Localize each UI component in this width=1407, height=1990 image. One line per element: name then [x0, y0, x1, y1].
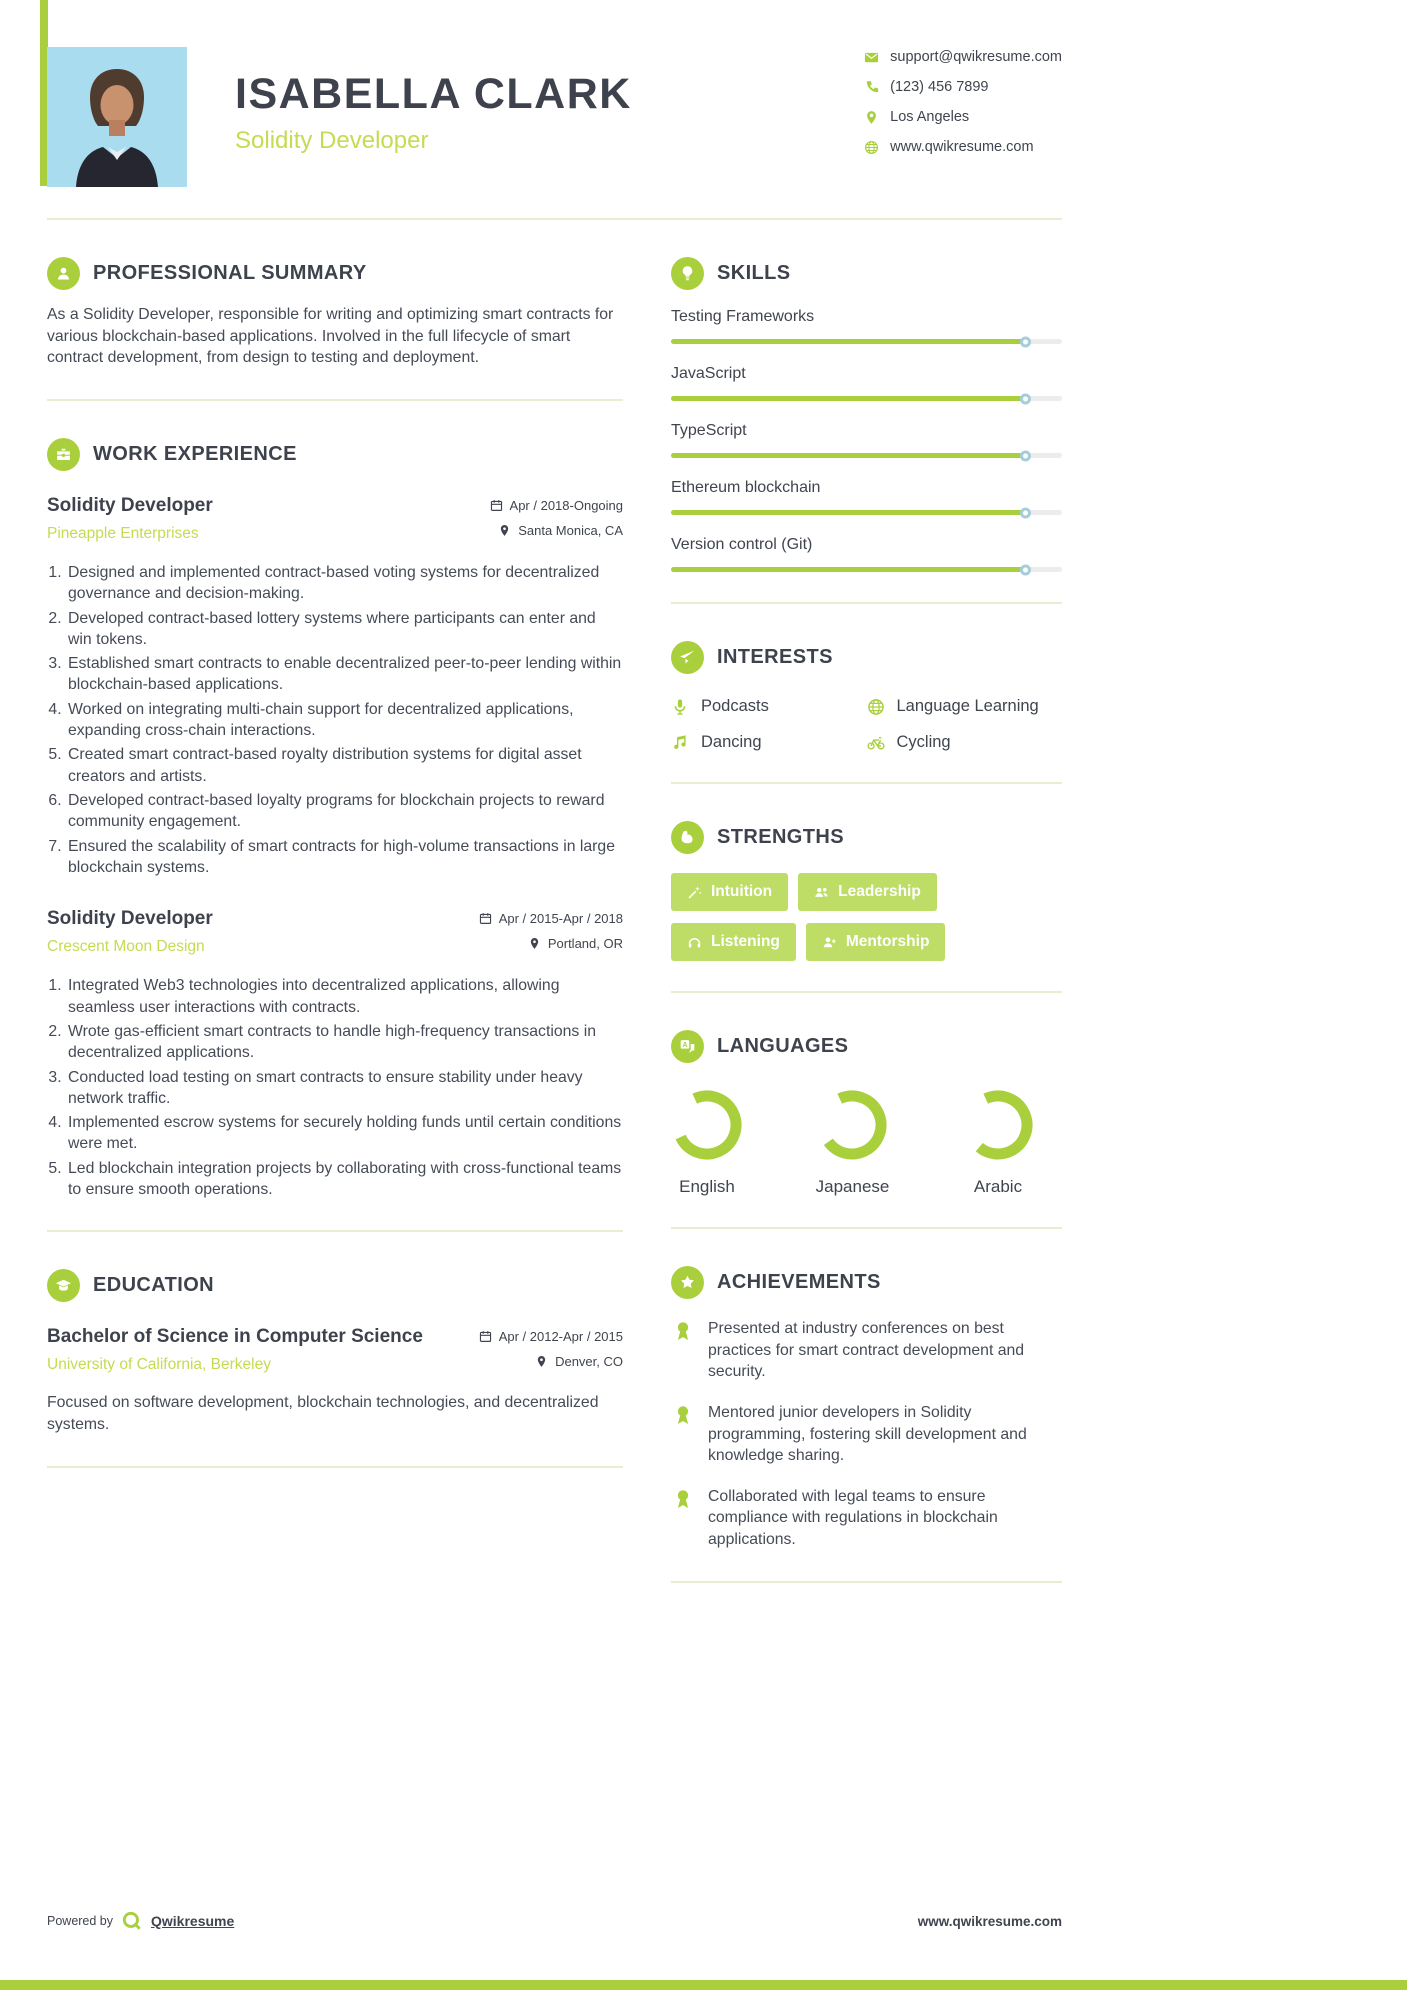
section-divider	[671, 602, 1062, 604]
skill-item	[671, 308, 1062, 344]
language-donut	[816, 1089, 888, 1161]
education-degree: Bachelor of Science in Computer Science	[47, 1326, 423, 1348]
contact-phone-text: (123) 456 7899	[890, 79, 989, 95]
skill-slider-knob[interactable]	[1020, 450, 1031, 461]
header	[47, 0, 1062, 187]
achievement-item: Presented at industry conferences on best practices for smart contract development and security.	[671, 1318, 1062, 1383]
section-divider	[671, 782, 1062, 784]
music-note-icon	[671, 734, 689, 752]
interest-item: Podcasts	[671, 697, 867, 716]
strength-tag: Listening	[671, 923, 796, 961]
section-title: ACHIEVEMENTS	[717, 1271, 881, 1293]
education-description: Focused on software development, blockchain technologies, and decentralized systems.	[47, 1394, 599, 1434]
section-skills	[671, 257, 1062, 604]
language-donut	[671, 1089, 743, 1161]
job-company: Crescent Moon Design	[47, 938, 205, 956]
language-donut	[962, 1089, 1034, 1161]
contact-website-text: www.qwikresume.com	[890, 139, 1034, 155]
job-location: Santa Monica, CA	[490, 523, 623, 538]
bullet-item: 5. Led blockchain integration projects by collaborating with cross-functional teams to ensure smooth operations.	[66, 1158, 623, 1201]
job-bullet-list	[47, 975, 623, 1200]
skill-slider-knob[interactable]	[1020, 393, 1031, 404]
skill-label: Ethereum blockchain	[671, 479, 821, 496]
education-dates: Apr / 2012-Apr / 2015	[479, 1329, 623, 1344]
achievement-badge-icon	[671, 1403, 695, 1427]
skill-item	[671, 536, 1062, 572]
calendar-icon	[479, 912, 492, 925]
bullet-item: 1. Designed and implemented contract-based voting systems for decentralized governance and decision-making.	[66, 562, 623, 605]
section-title: SKILLS	[717, 262, 791, 284]
section-languages	[671, 1030, 1062, 1229]
bullet-item: 7. Ensured the scalability of smart contracts for high-volume transactions in large blockchain systems.	[66, 836, 623, 879]
left-column	[47, 220, 623, 1583]
contact-website[interactable]	[864, 139, 1062, 155]
bullet-item: 3. Conducted load testing on smart contracts to ensure stability under heavy network traffic.	[66, 1067, 623, 1110]
job-entry	[47, 908, 623, 1200]
map-pin-icon	[498, 524, 511, 537]
bullet-item: 3. Established smart contracts to enable decentralized peer-to-peer lending within blockchain-based applications.	[66, 653, 623, 696]
job-dates: Apr / 2018-Ongoing	[490, 498, 623, 513]
bullet-item: 4. Implemented escrow systems for securely holding funds until certain conditions were met.	[66, 1112, 623, 1155]
section-title: INTERESTS	[717, 646, 833, 668]
microphone-icon	[671, 698, 689, 716]
contact-phone	[864, 79, 1062, 95]
language-item	[962, 1089, 1034, 1197]
section-divider	[47, 399, 623, 401]
skill-bar	[671, 339, 1062, 344]
footer-website[interactable]: www.qwikresume.com	[917, 1913, 1062, 1929]
person-job-title: Solidity Developer	[235, 127, 429, 154]
language-label: Arabic	[973, 1177, 1023, 1196]
right-column	[671, 220, 1062, 1583]
calendar-icon	[479, 1330, 492, 1343]
profile-photo-image	[47, 47, 187, 187]
language-label: English	[679, 1177, 735, 1196]
bullet-item: 2. Developed contract-based lottery systems where participants can enter and win tokens.	[66, 608, 623, 651]
phone-icon	[864, 80, 879, 95]
bullet-item: 5. Created smart contract-based royalty distribution systems for digital asset creators and artists.	[66, 744, 623, 787]
skill-bar	[671, 567, 1062, 572]
section-divider	[47, 1230, 623, 1232]
section-interests	[671, 641, 1062, 784]
education-school: University of California, Berkeley	[47, 1356, 271, 1374]
section-education	[47, 1269, 623, 1467]
achievement-item: Collaborated with legal teams to ensure compliance with regulations in blockchain applications.	[671, 1486, 1062, 1551]
achievement-badge-icon	[671, 1319, 695, 1343]
interest-item: Cycling	[867, 733, 1063, 752]
svg-text:A: A	[682, 1041, 688, 1049]
section-title: STRENGTHS	[717, 826, 844, 848]
paper-plane-icon	[671, 641, 704, 674]
bullet-item: 6. Developed contract-based loyalty programs for blockchain projects to reward community engagement.	[66, 790, 623, 833]
section-professional-summary	[47, 257, 623, 401]
skill-bar	[671, 510, 1062, 515]
skill-item	[671, 422, 1062, 458]
education-entry	[47, 1326, 623, 1435]
section-divider	[47, 1466, 623, 1468]
skill-label: TypeScript	[671, 422, 747, 439]
section-title: EDUCATION	[93, 1274, 215, 1297]
section-title: PROFESSIONAL SUMMARY	[93, 262, 367, 284]
contact-location	[864, 109, 1062, 125]
language-item	[671, 1089, 743, 1197]
section-strengths	[671, 821, 1062, 993]
skill-slider-knob[interactable]	[1020, 507, 1031, 518]
wand-icon	[687, 885, 702, 900]
person-name: ISABELLA CLARK	[235, 70, 632, 118]
section-work-experience	[47, 438, 623, 1233]
footer	[47, 1910, 1062, 1932]
job-title: Solidity Developer	[47, 494, 213, 516]
education-location: Denver, CO	[479, 1354, 623, 1369]
section-achievements	[671, 1266, 1062, 1583]
strength-tag: Leadership	[798, 873, 937, 911]
skill-item	[671, 365, 1062, 401]
job-location: Portland, OR	[479, 936, 623, 951]
qwikresume-logo-icon	[121, 1910, 143, 1932]
job-bullet-list	[47, 562, 623, 878]
user-icon	[47, 257, 80, 290]
mentor-icon	[822, 935, 837, 950]
achievement-item: Mentored junior developers in Solidity programming, fostering skill development and knowledge sharing.	[671, 1402, 1062, 1467]
translate-icon	[671, 1030, 704, 1063]
job-company: Pineapple Enterprises	[47, 524, 199, 542]
skill-bar	[671, 453, 1062, 458]
powered-by-label: Powered by	[47, 1914, 114, 1928]
accent-strip-bottom	[0, 1980, 1407, 1990]
section-divider	[671, 1227, 1062, 1229]
language-label: Japanese	[815, 1177, 890, 1196]
contact-location-text: Los Angeles	[890, 109, 970, 125]
map-pin-icon	[535, 1355, 548, 1368]
contact-email-text: support@qwikresume.com	[890, 49, 1062, 65]
skill-label: Version control (Git)	[671, 536, 813, 553]
team-icon	[814, 885, 829, 900]
bullet-item: 4. Worked on integrating multi-chain support for decentralized applications, expanding cross-chain interactions.	[66, 699, 623, 742]
skill-slider-knob[interactable]	[1020, 336, 1031, 347]
interest-item: Language Learning	[867, 697, 1063, 716]
bicycle-icon	[867, 734, 885, 752]
location-pin-icon	[864, 110, 879, 125]
section-divider	[671, 1581, 1062, 1583]
briefcase-icon	[47, 438, 80, 471]
star-icon	[671, 1266, 704, 1299]
achievement-badge-icon	[671, 1487, 695, 1511]
map-pin-icon	[528, 937, 541, 950]
qwikresume-brand-link[interactable]: Qwikresume	[151, 1913, 235, 1929]
strength-tag: Intuition	[671, 873, 788, 911]
section-divider	[671, 991, 1062, 993]
interest-item: Dancing	[671, 733, 867, 752]
summary-text: As a Solidity Developer, responsible for writing and optimizing smart contracts for various blockchain-based applications. Involved in the full lifecycle of smart contract development, from design to testing and deployment.	[47, 306, 614, 367]
job-dates: Apr / 2015-Apr / 2018	[479, 911, 623, 926]
skill-slider-knob[interactable]	[1020, 564, 1031, 575]
contact-block	[864, 47, 1062, 187]
bullet-item: 2. Wrote gas-efficient smart contracts to handle high-frequency transactions in decentralized applications.	[66, 1021, 623, 1064]
bullet-item: 1. Integrated Web3 technologies into decentralized applications, allowing seamless user interactions with contracts.	[66, 975, 623, 1018]
section-title: WORK EXPERIENCE	[93, 442, 297, 465]
job-title: Solidity Developer	[47, 908, 213, 930]
skill-bar	[671, 396, 1062, 401]
headphones-icon	[687, 935, 702, 950]
language-item	[816, 1089, 890, 1197]
skill-label: JavaScript	[671, 365, 746, 382]
skill-label: Testing Frameworks	[671, 308, 815, 325]
lightbulb-icon	[671, 257, 704, 290]
muscle-icon	[671, 821, 704, 854]
globe-icon	[867, 698, 885, 716]
graduation-cap-icon	[47, 1269, 80, 1302]
section-title: LANGUAGES	[717, 1035, 849, 1057]
strength-tag: Mentorship	[806, 923, 946, 961]
contact-email[interactable]	[864, 49, 1062, 65]
email-icon	[864, 50, 879, 65]
calendar-icon	[490, 499, 503, 512]
job-entry	[47, 495, 623, 878]
skill-item	[671, 479, 1062, 515]
globe-icon	[864, 140, 879, 155]
profile-photo	[47, 47, 187, 187]
